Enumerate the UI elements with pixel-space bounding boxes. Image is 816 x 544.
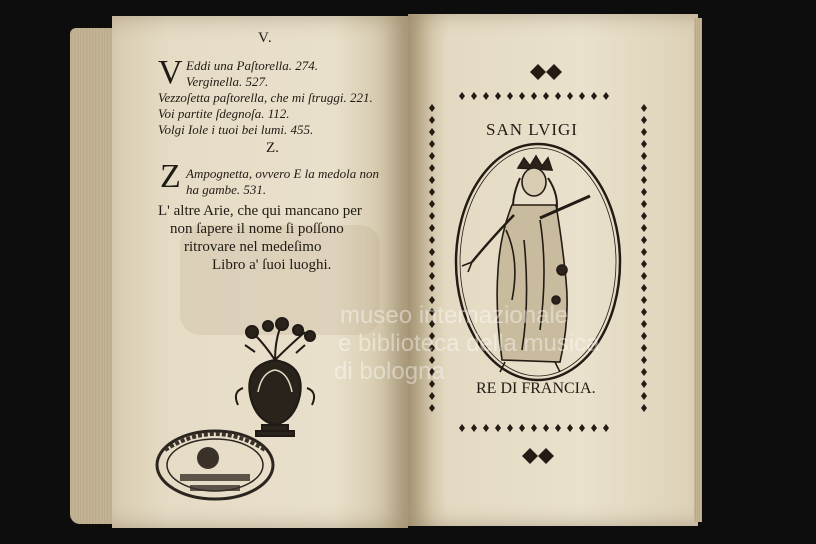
fleur-de-lis-icon — [429, 260, 435, 268]
section-heading-v: V. — [258, 30, 273, 46]
fleur-de-lis-icon — [641, 260, 647, 268]
index-entry: Volgi Iole i tuoi bei lumi. 455. — [158, 122, 314, 137]
drop-cap-v: V — [158, 54, 183, 91]
fleuron-top-icon — [530, 64, 562, 80]
fleur-de-lis-icon — [519, 92, 525, 100]
fleur-de-lis-icon — [641, 296, 647, 304]
fleur-de-lis-icon — [579, 424, 585, 432]
fleur-de-lis-icon — [603, 92, 609, 100]
fleur-de-lis-icon — [459, 424, 465, 432]
index-entry: Vezzoſetta paſtorella, che mi ſtruggi. 221. — [158, 90, 373, 105]
fleur-de-lis-icon — [641, 200, 647, 208]
fleur-de-lis-icon — [459, 92, 465, 100]
index-entry: Voi partite ſdegnoſa. 112. — [158, 106, 290, 121]
fleur-de-lis-icon — [429, 272, 435, 280]
engraving-title-top: SAN LVIGI — [486, 120, 578, 139]
library-stamp — [157, 431, 273, 499]
fleur-de-lis-icon — [429, 248, 435, 256]
fleur-de-lis-icon — [507, 92, 513, 100]
fleur-de-lis-icon — [641, 380, 647, 388]
drop-cap-z: Z — [160, 158, 181, 195]
fleur-de-lis-icon — [641, 224, 647, 232]
fleur-de-lis-icon — [429, 128, 435, 136]
fleuron-bottom-icon — [522, 448, 554, 464]
fleur-de-lis-icon — [429, 284, 435, 292]
index-entry: Verginella. 527. — [186, 74, 269, 89]
fleur-de-lis-icon — [543, 424, 549, 432]
fleur-de-lis-icon — [543, 92, 549, 100]
fleur-de-lis-icon — [483, 92, 489, 100]
fleur-de-lis-icon — [641, 332, 647, 340]
fleur-de-lis-icon — [641, 104, 647, 112]
watermark-line: museo internazionale — [340, 302, 569, 329]
fleur-de-lis-icon — [641, 272, 647, 280]
watermark-line: e biblioteca della musica — [338, 330, 600, 357]
fleur-de-lis-icon — [603, 424, 609, 432]
fleur-de-lis-icon — [429, 116, 435, 124]
fleur-de-lis-icon — [641, 152, 647, 160]
fleur-de-lis-icon — [591, 92, 597, 100]
fleur-de-lis-icon — [483, 424, 489, 432]
fleur-de-lis-icon — [429, 404, 435, 412]
section-heading-z: Z. — [266, 140, 279, 156]
fleur-de-lis-icon — [641, 404, 647, 412]
engraving-title-bottom: RE DI FRANCIA. — [476, 380, 596, 397]
fleur-de-lis-icon — [641, 368, 647, 376]
fleur-de-lis-icon — [579, 92, 585, 100]
fleur-de-lis-icon — [531, 92, 537, 100]
closing-note-line: L' altre Arie, che qui mancano per — [158, 203, 362, 219]
fleur-de-lis-icon — [429, 104, 435, 112]
fleur-de-lis-icon — [429, 164, 435, 172]
fleur-de-lis-icon — [641, 392, 647, 400]
index-entry: ha gambe. 531. — [186, 182, 267, 197]
fleur-de-lis-icon — [567, 92, 573, 100]
fleur-de-lis-icon — [641, 236, 647, 244]
fleur-de-lis-icon — [641, 308, 647, 316]
index-entry: Ampognetta, ovvero E la medola non — [186, 166, 380, 181]
watermark-line: di bologna — [334, 358, 445, 385]
closing-note-line: non ſapere il nome ſi poſſono — [170, 221, 344, 237]
fleur-de-lis-icon — [471, 92, 477, 100]
fleur-de-lis-icon — [641, 320, 647, 328]
closing-note-line: ritrovare nel medeſimo — [184, 239, 322, 255]
fleur-de-lis-icon — [641, 140, 647, 148]
fleur-de-lis-icon — [555, 92, 561, 100]
fleur-de-lis-icon — [531, 424, 537, 432]
fleur-de-lis-icon — [641, 116, 647, 124]
fleur-de-lis-icon — [495, 92, 501, 100]
fleur-de-lis-icon — [641, 188, 647, 196]
fleur-de-lis-icon — [429, 236, 435, 244]
fleur-de-lis-icon — [495, 424, 501, 432]
fleur-de-lis-icon — [641, 128, 647, 136]
flower-vase-ornament — [236, 318, 315, 436]
closing-note-line: Libro a' ſuoi luoghi. — [212, 257, 332, 273]
fleur-de-lis-icon — [429, 200, 435, 208]
fleur-de-lis-icon — [641, 344, 647, 352]
fleur-de-lis-icon — [641, 176, 647, 184]
fleur-de-lis-icon — [641, 248, 647, 256]
fleur-de-lis-icon — [641, 164, 647, 172]
fleur-de-lis-icon — [555, 424, 561, 432]
fleur-de-lis-icon — [429, 392, 435, 400]
fleur-de-lis-icon — [591, 424, 597, 432]
fleur-de-lis-icon — [429, 140, 435, 148]
fleur-de-lis-icon — [429, 188, 435, 196]
fleur-de-lis-icon — [471, 424, 477, 432]
fleur-de-lis-icon — [429, 152, 435, 160]
fleur-de-lis-icon — [641, 212, 647, 220]
index-entry: Eddi una Paſtorella. 274. — [186, 58, 319, 73]
fleur-de-lis-icon — [641, 284, 647, 292]
fleur-de-lis-icon — [429, 176, 435, 184]
fleur-de-lis-icon — [567, 424, 573, 432]
fleur-de-lis-icon — [519, 424, 525, 432]
fleur-de-lis-icon — [429, 224, 435, 232]
fleur-de-lis-icon — [507, 424, 513, 432]
fleur-de-lis-icon — [641, 356, 647, 364]
fleur-de-lis-icon — [429, 212, 435, 220]
